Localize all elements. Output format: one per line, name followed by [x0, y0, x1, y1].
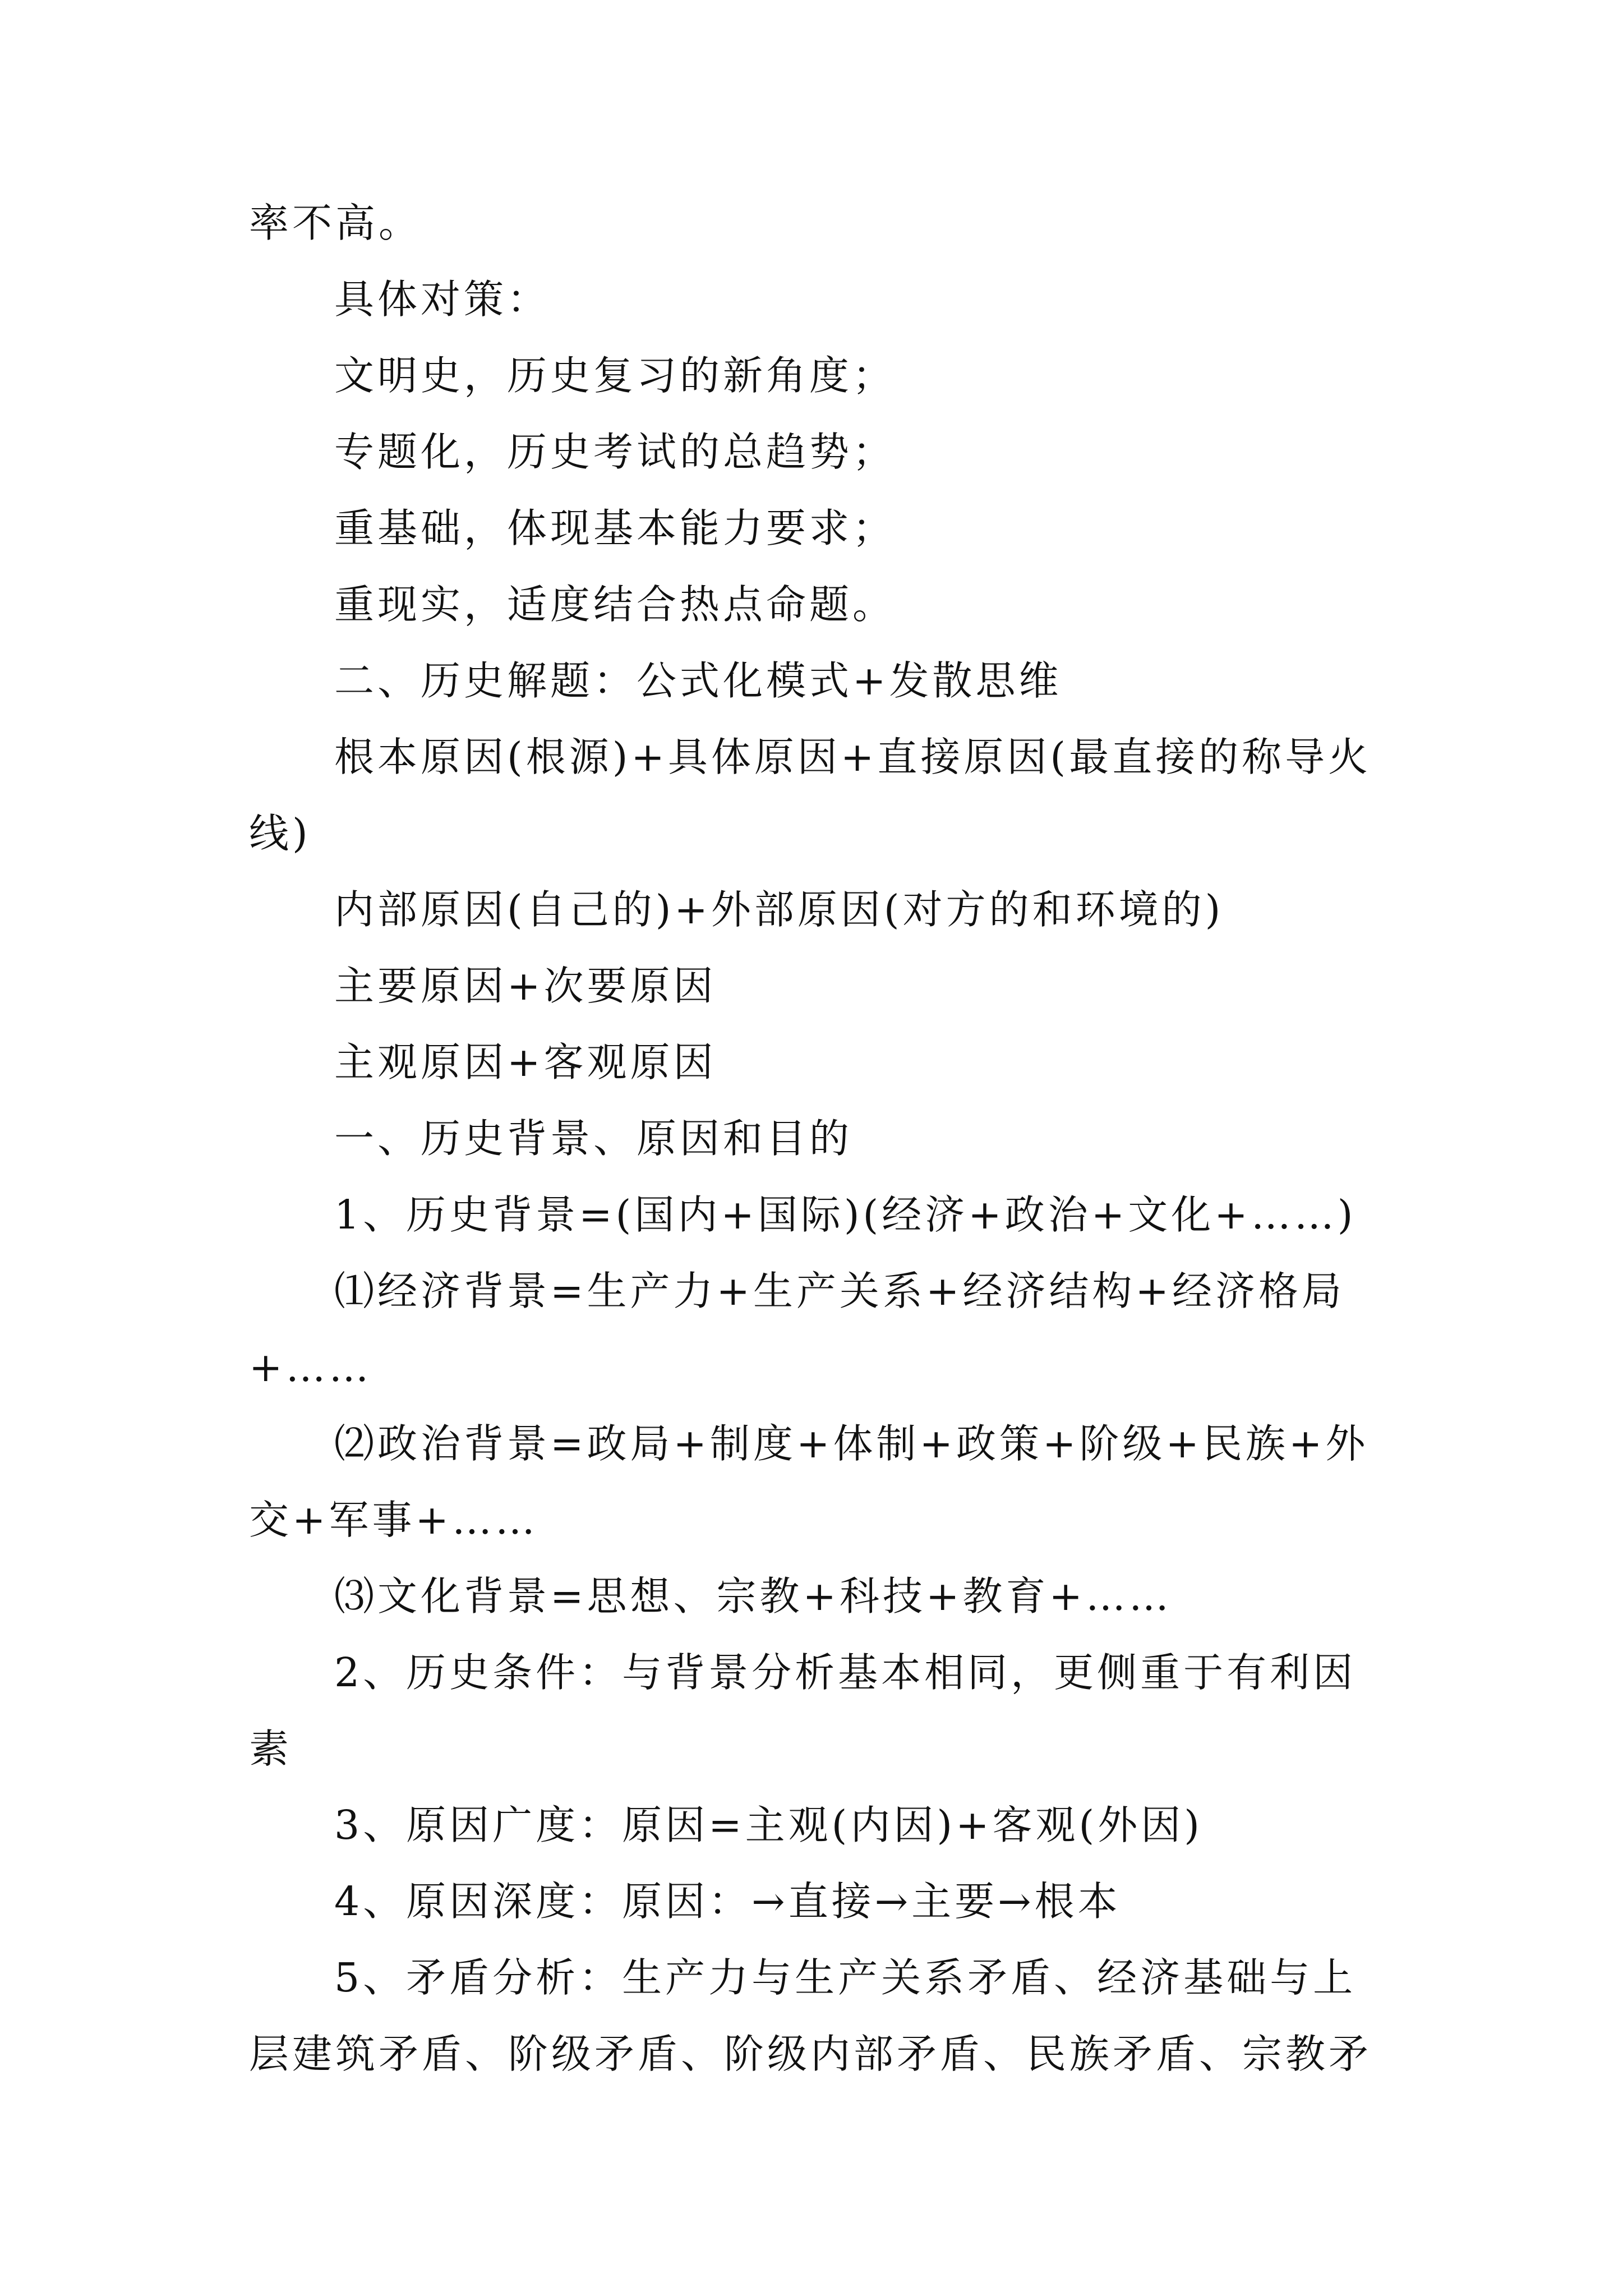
paragraph-15: ⑵政治背景=政局+制度+体制+政策+阶级+民族+外交+军事+……: [249, 1420, 1369, 1543]
paragraph-20: 5、矛盾分析：生产力与生产关系矛盾、经济基础与上层建筑矛盾、阶级矛盾、阶级内部矛盾、民族矛盾、宗教矛: [249, 1954, 1372, 2077]
paragraph-1: 率不高。: [249, 200, 422, 246]
paragraph-5: 重基础，体现基本能力要求；: [334, 505, 896, 551]
paragraph-10: 主要原因+次要原因: [334, 963, 717, 1009]
paragraph-2: 具体对策：: [334, 276, 551, 323]
paragraph-13: 1、历史背景=(国内+国际)(经济+政治+文化+……): [334, 1191, 1357, 1238]
paragraph-12: 一、历史背景、原因和目的: [334, 1115, 853, 1162]
paragraph-4: 专题化，历史考试的总趋势；: [334, 429, 896, 475]
paragraph-11: 主观原因+客观原因: [334, 1039, 717, 1085]
paragraph-19: 4、原因深度：原因：→直接→主要→根本: [334, 1878, 1121, 1925]
paragraph-3: 文明史，历史复习的新角度；: [334, 352, 896, 399]
paragraph-14: ⑴经济背景=生产力+生产关系+经济结构+经济格局+……: [249, 1268, 1345, 1391]
document-body: [249, 185, 1382, 2092]
paragraph-7: 二、历史解题：公式化模式+发散思维: [334, 657, 1062, 704]
paragraph-9: 内部原因(自己的)+外部原因(对方的和环境的): [334, 886, 1224, 933]
paragraph-6: 重现实，适度结合热点命题。: [334, 581, 896, 628]
paragraph-16: ⑶文化背景=思想、宗教+科技+教育+……: [334, 1573, 1172, 1619]
paragraph-8: 根本原因(根源)+具体原因+直接原因(最直接的称导火线): [249, 734, 1372, 857]
paragraph-18: 3、原因广度：原因=主观(内因)+客观(外因): [334, 1802, 1203, 1848]
paragraph-17: 2、历史条件：与背景分析基本相同，更侧重于有利因素: [249, 1649, 1357, 1772]
